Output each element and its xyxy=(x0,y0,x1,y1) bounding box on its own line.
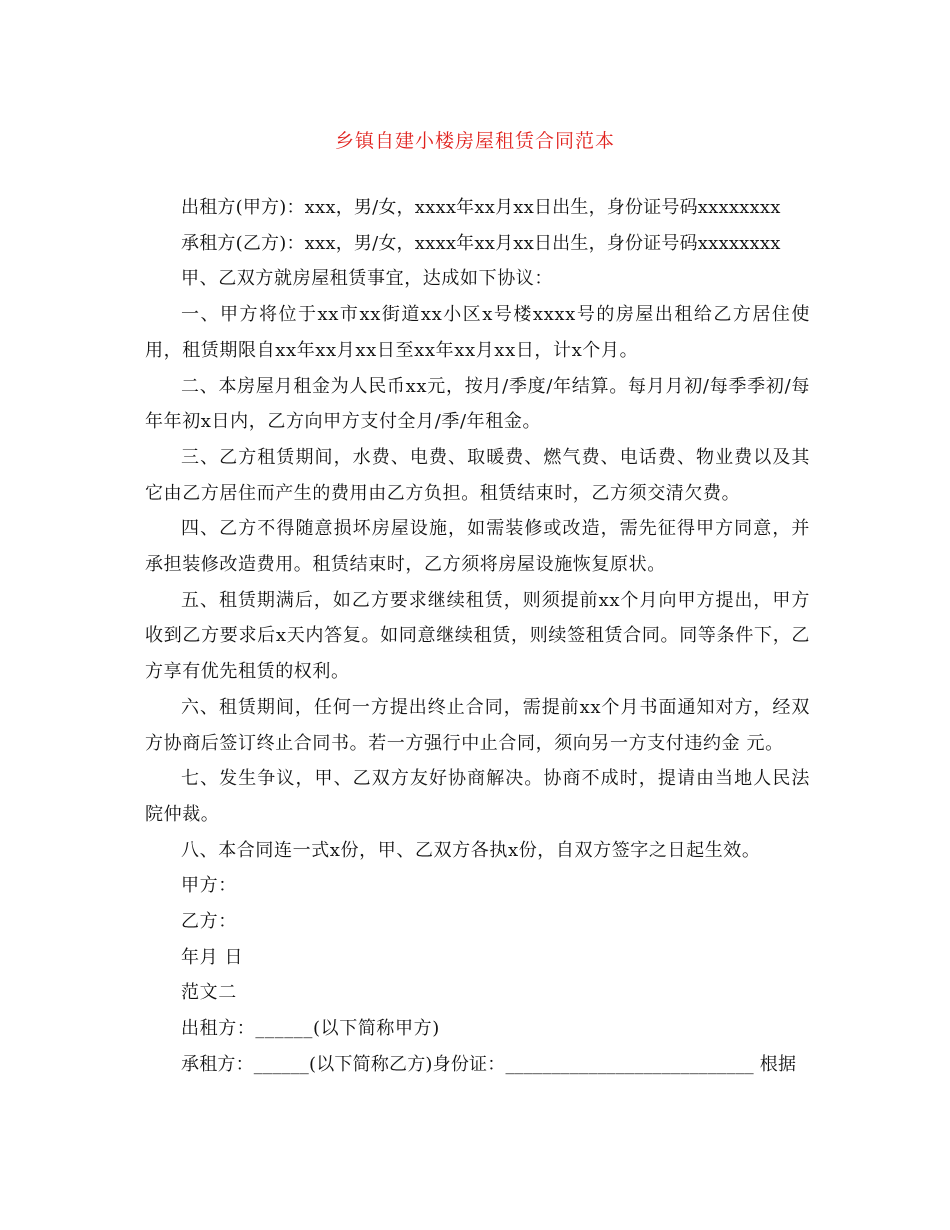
sample-2-lessor: 出租方：______(以下简称甲方) xyxy=(181,1018,440,1040)
signature-party-b: 乙方： xyxy=(181,911,237,933)
paragraph-agreement-intro: 甲、乙双方就房屋租赁事宜，达成如下协议： xyxy=(181,268,553,290)
paragraph-clause-2: 二、本房屋月租金为人民币xx元，按月/季度/年结算。每月月初/每季季初/每年年初x日内，乙方向甲方支付全月/季/年租金。 xyxy=(145,375,810,433)
signature-date: 年月 日 xyxy=(181,946,244,968)
paragraph-clause-8: 八、本合同连一式x份，甲、乙双方各执x份，自双方签字之日起生效。 xyxy=(181,839,761,861)
paragraph-clause-5: 五、租赁期满后，如乙方要求继续租赁，则须提前xx个月向甲方提出，甲方收到乙方要求后x天内答复。如同意继续租赁，则续签租赁合同。同等条件下，乙方享有优先租赁的权利。 xyxy=(145,589,810,683)
section-heading-sample-2: 范文二 xyxy=(181,982,237,1004)
paragraph-lessor: 出租方(甲方)：xxx，男/女，xxxx年xx月xx日出生，身份证号码xxxxxxxx xyxy=(181,197,781,218)
paragraph-clause-7: 七、发生争议，甲、乙双方友好协商解决。协商不成时，提请由当地人民法院仲裁。 xyxy=(145,768,810,825)
paragraph-clause-4: 四、乙方不得随意损坏房屋设施，如需装修或改造，需先征得甲方同意，并承担装修改造费用。租赁结束时，乙方须将房屋设施恢复原状。 xyxy=(145,518,810,576)
document-title: 乡镇自建小楼房屋租赁合同范本 xyxy=(334,130,615,152)
paragraph-clause-1: 一、甲方将位于xx市xx街道xx小区x号楼xxxx号的房屋出租给乙方居住使用，租赁期限自xx年xx月xx日至xx年xx月xx日，计x个月。 xyxy=(145,304,810,361)
signature-party-a: 甲方： xyxy=(181,875,237,897)
document-body xyxy=(145,190,810,1083)
paragraph-lessee: 承租方(乙方)：xxx，男/女，xxxx年xx月xx日出生，身份证号码xxxxxxxx xyxy=(181,232,781,254)
paragraph-clause-3: 三、乙方租赁期间，水费、电费、取暖费、燃气费、电话费、物业费以及其它由乙方居住而产生的费用由乙方负担。租赁结束时，乙方须交清欠费。 xyxy=(145,446,810,504)
paragraph-clause-6: 六、租赁期间，任何一方提出终止合同，需提前xx个月书面通知对方，经双方协商后签订终止合同书。若一方强行中止合同，须向另一方支付违约金 元。 xyxy=(145,696,810,754)
sample-2-lessee: 承租方：______(以下简称乙方)身份证：___________________________ 根据 xyxy=(181,1053,797,1075)
